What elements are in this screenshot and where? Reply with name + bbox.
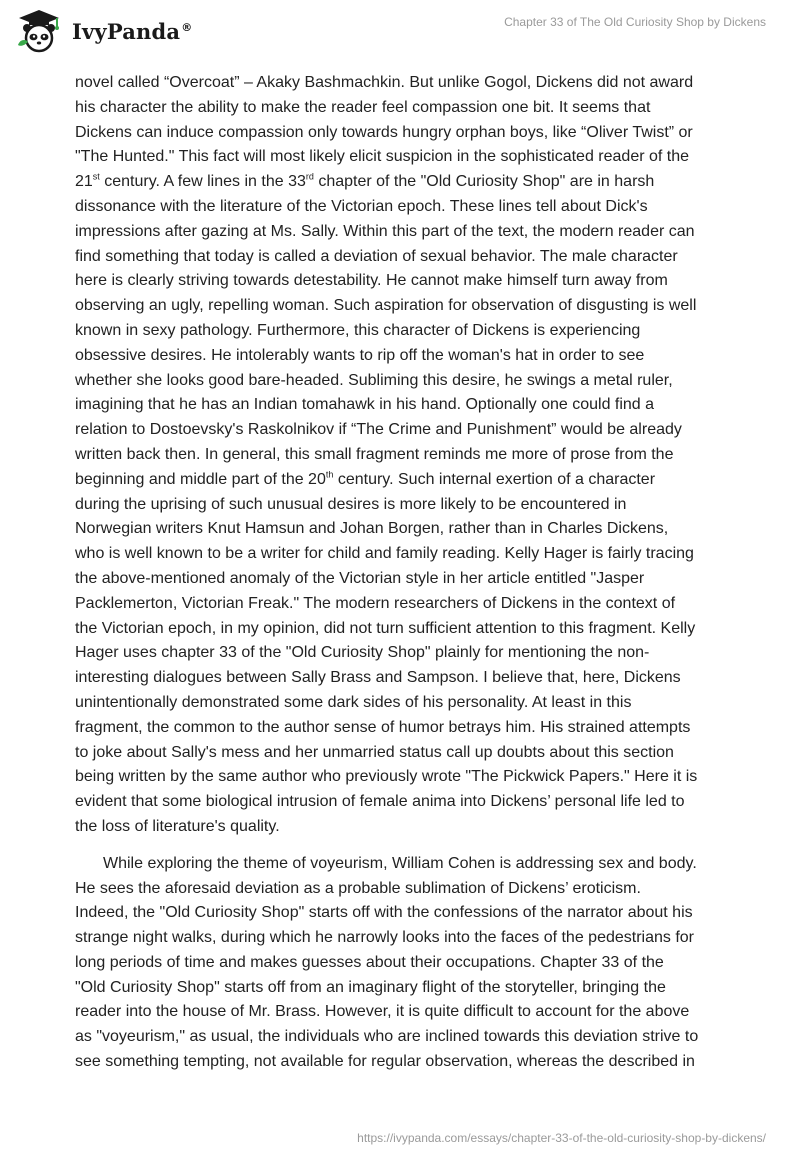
text-line: interesting dialogues between Sally Brass and Sampson. I believe that, here, Dickens [75,669,681,687]
text-line: the Victorian epoch, in my opinion, did not turn sufficient attention to this fragment. Kelly [75,619,696,637]
text-line: being written by the same author who previously wrote "The Pickwick Papers." Here it is [75,768,698,786]
text-line: impressions after gazing at Ms. Sally. Within this part of the text, the modern reader can [75,222,695,240]
text-line: dissonance with the literature of the Victorian epoch. These lines tell about Dick's [75,197,648,215]
text-line: "Old Curiosity Shop" starts off from an imaginary flight of the storyteller, bringing the [75,978,666,996]
text-line: unintentionally demonstrated some dark sides of his personality. At least in this [75,693,632,711]
text-line: known in sexy pathology. Furthermore, this character of Dickens is experiencing [75,321,641,339]
text-line: during the uprising of such unusual desires is more likely to be encountered in [75,495,627,513]
ordinal-suffix: rd [305,171,314,182]
text-line: beginning and middle part of the 20th century. Such internal exertion of a character [75,469,656,488]
paragraph-2 [75,852,735,1075]
panda-graduate-icon [14,9,64,53]
text-line: find something that today is called a deviation of sexual behavior. The male character [75,247,678,265]
text-line: reader into the house of Mr. Brass. However, it is quite difficult to account for the above [75,1003,690,1021]
text-line: written back then. In general, this small fragment reminds me more of prose from the [75,445,674,463]
logo-wordmark: IvyPanda® [72,18,193,44]
text-line: strange night walks, during which he narrowly looks into the faces of the pedestrians for [75,929,694,947]
text-line: imagining that he has an Indian tomahawk in his hand. Optionally one could find a [75,396,655,414]
text-line: While exploring the theme of voyeurism, William Cohen is addressing sex and body. [103,854,697,872]
text-line: Hager uses chapter 33 of the "Old Curiosity Shop" plainly for mentioning the non- [75,644,650,662]
text-line: here is clearly striving towards detestability. He cannot make himself turn away from [75,272,668,290]
text-line: as "voyeurism," as usual, the individuals who are inclined towards this deviation strive to [75,1028,699,1046]
text-line: He sees the aforesaid deviation as a probable sublimation of Dickens’ eroticism. [75,879,641,897]
text-line: the above-mentioned anomaly of the Victorian style in her article entitled "Jasper [75,569,645,587]
text-line: observing an ugly, repelling woman. Such aspiration for observation of disgusting is well [75,297,697,315]
essay-body [75,71,735,1075]
text-line: long periods of time and makes guesses about their occupations. Chapter 33 of the [75,953,664,971]
ordinal-suffix: st [92,171,100,182]
text-line: fragment, the common to the author sense of humor betrays him. His strained attempts [75,718,691,736]
ivypanda-logo[interactable] [14,9,192,53]
text-line: evident that some biological intrusion of female anima into Dickens’ personal life led to [75,793,685,811]
page-header [0,0,800,60]
text-line: 21st century. A few lines in the 33rd chapter of the "Old Curiosity Shop" are in harsh [75,171,655,191]
source-url[interactable]: https://ivypanda.com/essays/chapter-33-of-the-old-curiosity-shop-by-dickens/ [357,1131,766,1145]
text-line: the loss of literature's quality. [75,817,280,835]
text-line: whether she looks good bare-headed. Subliming this desire, he swings a metal ruler, [75,371,673,389]
text-line: his character the ability to make the reader feel compassion one bit. It seems that [75,98,651,116]
text-line: to joke about Sally's mess and her unmarried status call up doubts about this section [75,743,674,761]
text-line: see something tempting, not available for regular observation, whereas the described in [75,1053,695,1071]
text-line: "The Hunted." This fact will most likely elicit suspicion in the sophisticated reader of the [75,148,690,166]
document-title: Chapter 33 of The Old Curiosity Shop by Dickens [504,15,766,29]
text-line: Norwegian writers Knut Hamsun and Johan Borgen, rather than in Charles Dickens, [75,520,669,538]
text-line: novel called “Overcoat” – Akaky Bashmachkin. But unlike Gogol, Dickens did not award [75,74,694,91]
registered-mark: ® [181,20,193,34]
text-line: relation to Dostoevsky's Raskolnikov if “The Crime and Punishment” would be already [75,421,682,439]
ordinal-suffix: th [325,469,334,480]
text-line: Packlemerton, Victorian Freak." The modern researchers of Dickens in the context of [75,594,676,612]
text-line: obsessive desires. He intolerably wants to rip off the woman's hat in order to see [75,346,645,364]
text-line: Dickens can induce compassion only towards hungry orphan boys, like “Oliver Twist” or [75,123,693,141]
text-line: Indeed, the "Old Curiosity Shop" starts off with the confessions of the narrator about his [75,904,693,922]
paragraph-1 [75,71,735,840]
text-line: who is well known to be a writer for child and family reading. Kelly Hager is fairly tracing [75,545,694,563]
